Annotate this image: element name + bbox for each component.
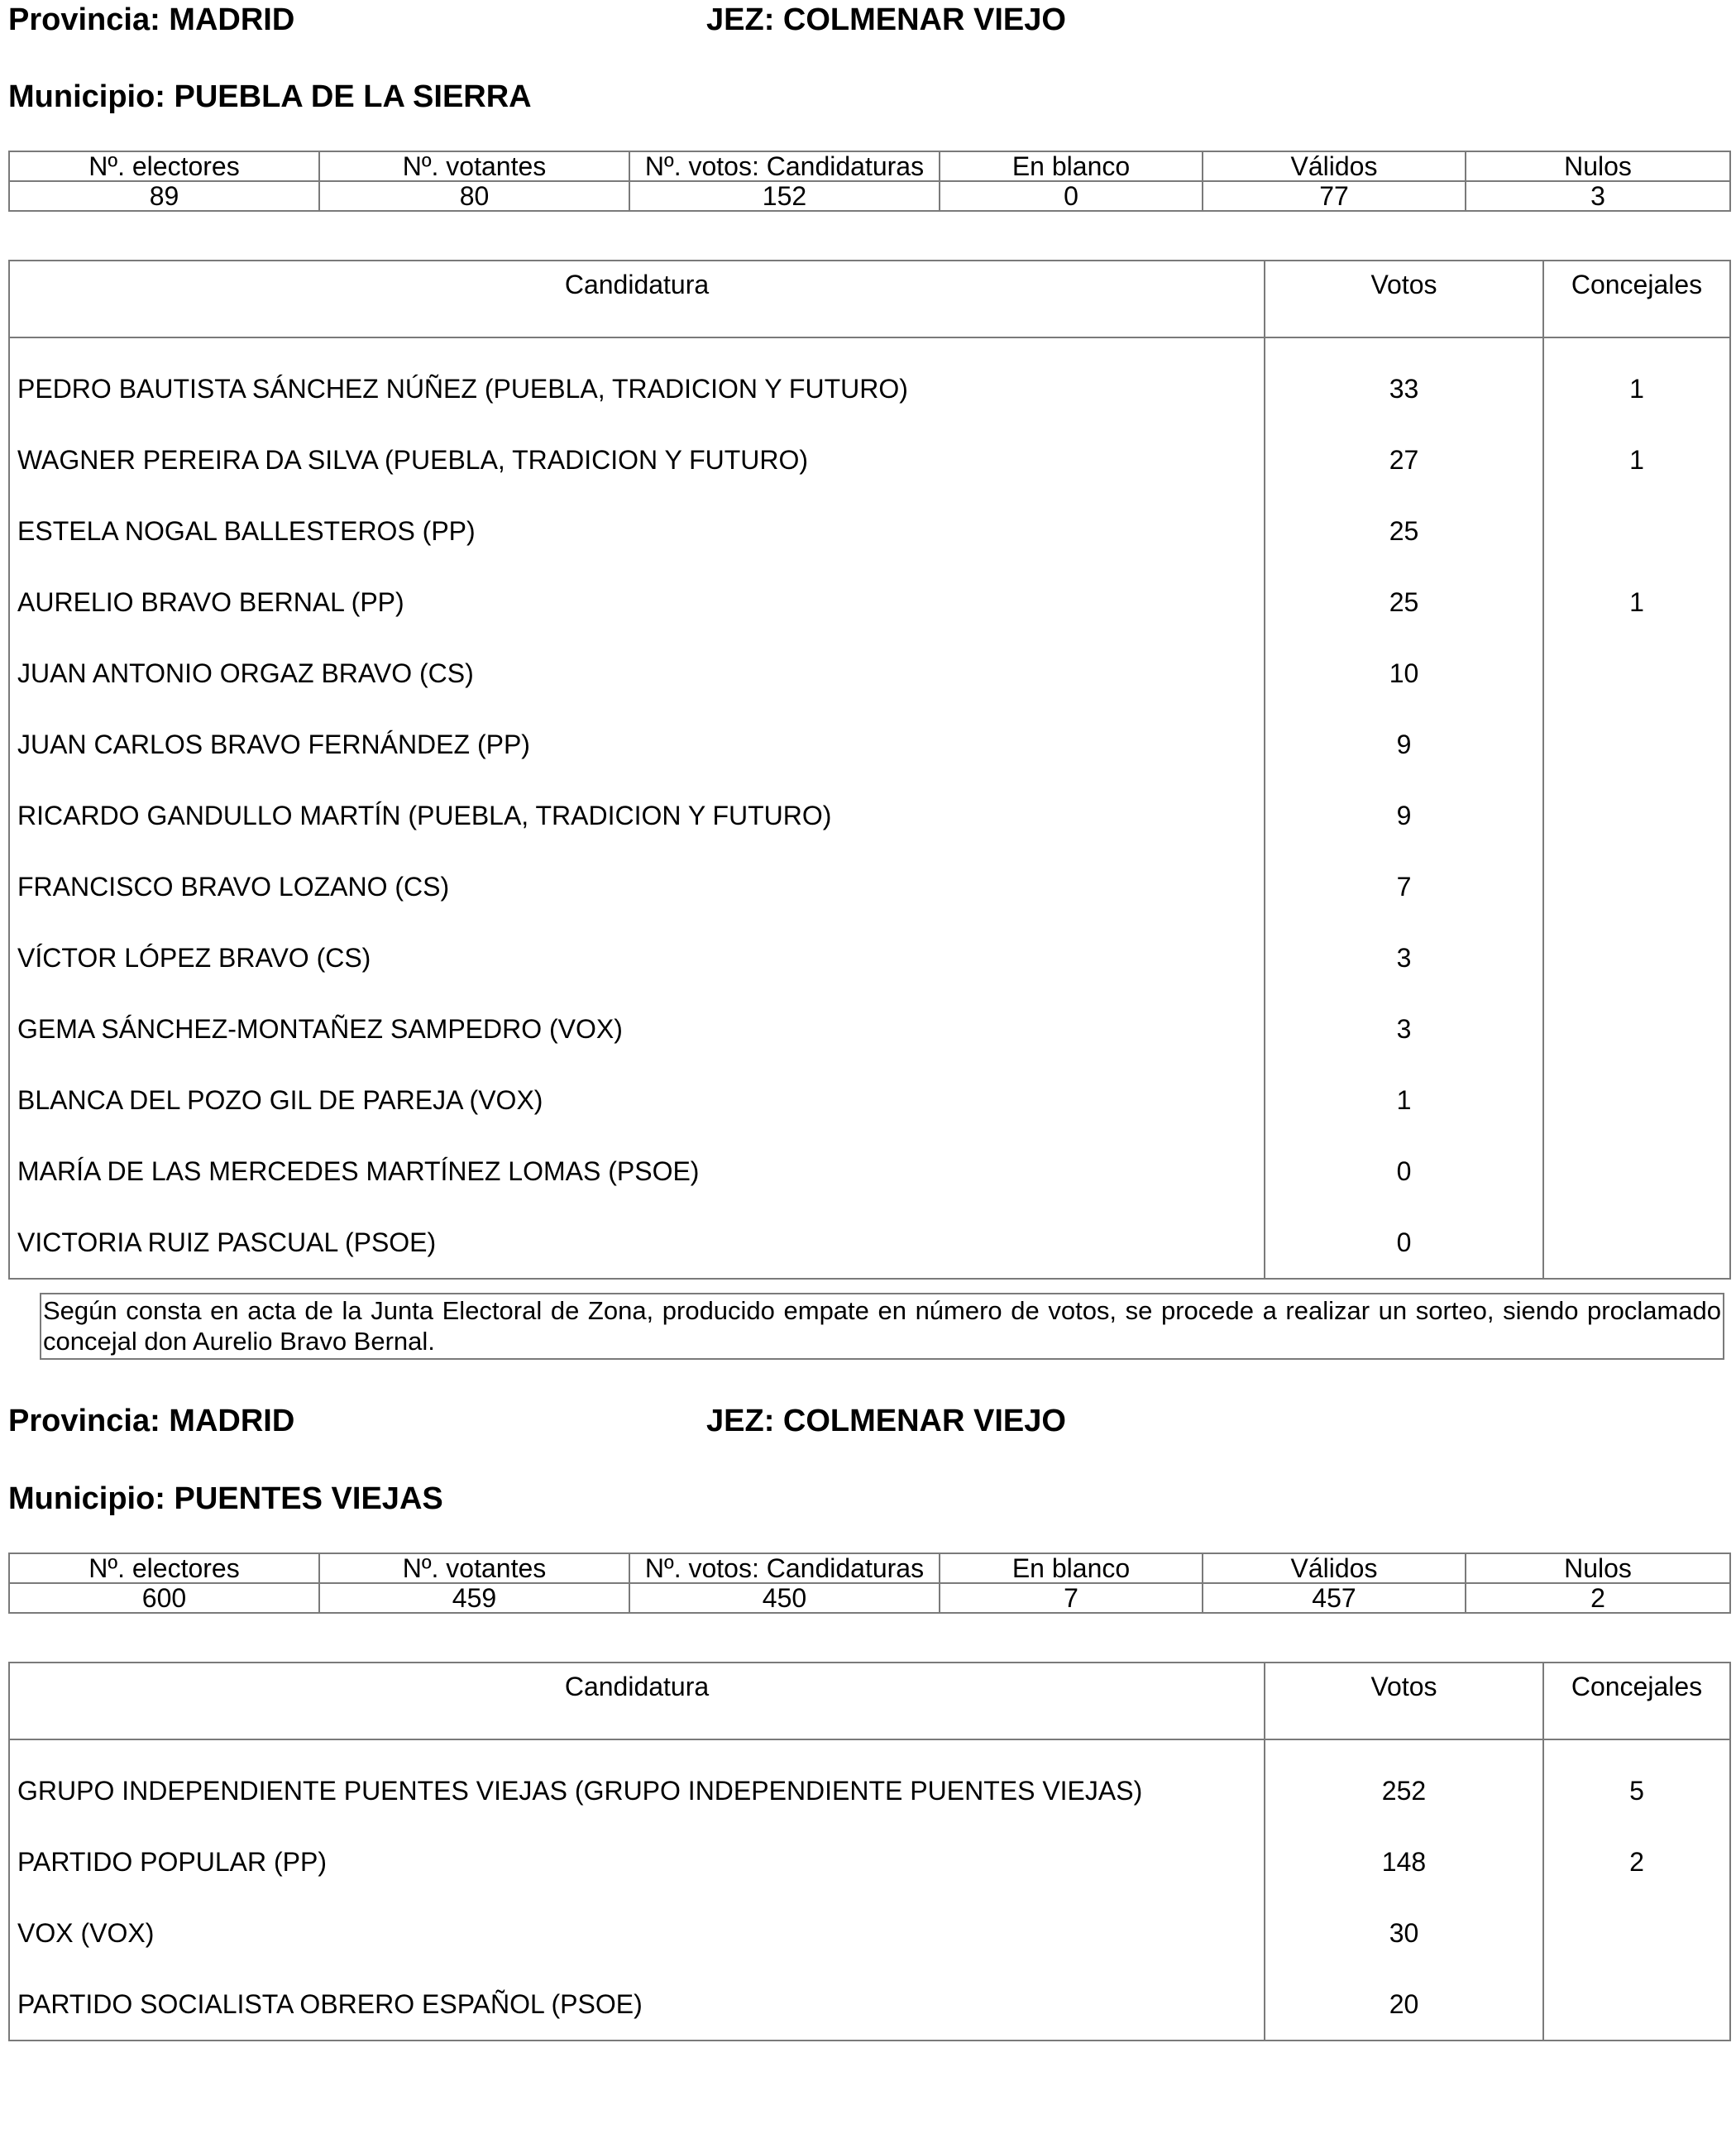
candidate-concejales (1543, 1969, 1730, 2041)
candidate-votes: 20 (1265, 1969, 1543, 2041)
summary-header: Nº. votantes (319, 1553, 629, 1583)
candidate-name: MARÍA DE LAS MERCEDES MARTÍNEZ LOMAS (PSOE) (9, 1136, 1265, 1207)
candidate-name: WAGNER PEREIRA DA SILVA (PUEBLA, TRADICION Y FUTURO) (9, 424, 1265, 495)
candidate-concejales: 1 (1543, 337, 1730, 424)
candidate-name: JUAN CARLOS BRAVO FERNÁNDEZ (PP) (9, 709, 1265, 780)
table-row (9, 495, 1730, 567)
summary-value: 2 (1466, 1583, 1730, 1613)
candidate-concejales (1543, 993, 1730, 1065)
table-row (9, 1136, 1730, 1207)
table-row (9, 1739, 1730, 1826)
candidate-name: ESTELA NOGAL BALLESTEROS (PP) (9, 495, 1265, 567)
candidate-concejales: 1 (1543, 424, 1730, 495)
municipio-title: Municipio: PUEBLA DE LA SIERRA (8, 79, 532, 114)
summary-value-row (9, 181, 1730, 211)
candidate-concejales (1543, 780, 1730, 851)
candidate-concejales: 5 (1543, 1739, 1730, 1826)
candidate-name: GRUPO INDEPENDIENTE PUENTES VIEJAS (GRUPO INDEPENDIENTE PUENTES VIEJAS) (9, 1739, 1265, 1826)
summary-table (8, 1553, 1731, 1614)
candidate-concejales (1543, 1207, 1730, 1279)
tie-note: Según consta en acta de la Junta Electoral de Zona, producido empate en número de votos, se procede a realizar un sorteo, siendo proclamado concejal don Aurelio Bravo Bernal. (40, 1293, 1724, 1360)
summary-value: 457 (1203, 1583, 1466, 1613)
summary-header: En blanco (940, 151, 1203, 181)
candidate-name: VOX (VOX) (9, 1897, 1265, 1969)
concejales-header: Concejales (1543, 261, 1730, 337)
summary-header: Válidos (1203, 1553, 1466, 1583)
candidate-concejales (1543, 638, 1730, 709)
table-row (9, 1065, 1730, 1136)
candidates-header-row (9, 261, 1730, 337)
table-row (9, 337, 1730, 424)
candidate-votes: 3 (1265, 993, 1543, 1065)
table-row (9, 1969, 1730, 2041)
candidate-name: JUAN ANTONIO ORGAZ BRAVO (CS) (9, 638, 1265, 709)
candidate-concejales (1543, 495, 1730, 567)
table-row (9, 851, 1730, 922)
table-row (9, 1826, 1730, 1897)
table-row (9, 780, 1730, 851)
candidate-votes: 25 (1265, 567, 1543, 638)
provincia-label: Provincia: MADRID (8, 2, 295, 37)
summary-value: 77 (1203, 181, 1466, 211)
provincia-label: Provincia: MADRID (8, 1404, 295, 1438)
summary-value: 459 (319, 1583, 629, 1613)
candidate-votes: 10 (1265, 638, 1543, 709)
candidate-votes: 25 (1265, 495, 1543, 567)
candidate-name: BLANCA DEL POZO GIL DE PAREJA (VOX) (9, 1065, 1265, 1136)
table-row (9, 709, 1730, 780)
candidate-concejales (1543, 1065, 1730, 1136)
summary-header: Nº. electores (9, 1553, 319, 1583)
summary-header: Nº. votos: Candidaturas (629, 1553, 940, 1583)
table-row (9, 638, 1730, 709)
summary-value: 450 (629, 1583, 940, 1613)
summary-header-row (9, 1553, 1730, 1583)
candidate-concejales (1543, 1897, 1730, 1969)
candidate-votes: 9 (1265, 780, 1543, 851)
table-row (9, 922, 1730, 993)
summary-header: Nº. votos: Candidaturas (629, 151, 940, 181)
jez-label: JEZ: COLMENAR VIEJO (706, 2, 1066, 37)
table-row (9, 567, 1730, 638)
summary-value: 3 (1466, 181, 1730, 211)
summary-value: 152 (629, 181, 940, 211)
votos-header: Votos (1265, 261, 1543, 337)
concejales-header: Concejales (1543, 1663, 1730, 1739)
municipio-title: Municipio: PUENTES VIEJAS (8, 1481, 443, 1516)
candidate-concejales: 2 (1543, 1826, 1730, 1897)
votos-header: Votos (1265, 1663, 1543, 1739)
candidate-name: GEMA SÁNCHEZ-MONTAÑEZ SAMPEDRO (VOX) (9, 993, 1265, 1065)
summary-value: 89 (9, 181, 319, 211)
candidate-votes: 3 (1265, 922, 1543, 993)
candidate-votes: 7 (1265, 851, 1543, 922)
candidate-concejales (1543, 851, 1730, 922)
candidatura-header: Candidatura (9, 261, 1265, 337)
candidate-name: PARTIDO POPULAR (PP) (9, 1826, 1265, 1897)
candidate-concejales (1543, 709, 1730, 780)
candidate-name: FRANCISCO BRAVO LOZANO (CS) (9, 851, 1265, 922)
candidate-name: AURELIO BRAVO BERNAL (PP) (9, 567, 1265, 638)
table-row (9, 1897, 1730, 1969)
candidate-votes: 1 (1265, 1065, 1543, 1136)
table-row (9, 993, 1730, 1065)
summary-header: Nulos (1466, 1553, 1730, 1583)
candidate-name: VICTORIA RUIZ PASCUAL (PSOE) (9, 1207, 1265, 1279)
candidatura-header: Candidatura (9, 1663, 1265, 1739)
candidate-votes: 30 (1265, 1897, 1543, 1969)
candidates-header-row (9, 1663, 1730, 1739)
summary-header: En blanco (940, 1553, 1203, 1583)
candidate-name: RICARDO GANDULLO MARTÍN (PUEBLA, TRADICION Y FUTURO) (9, 780, 1265, 851)
summary-value: 600 (9, 1583, 319, 1613)
summary-header: Nº. votantes (319, 151, 629, 181)
candidate-votes: 27 (1265, 424, 1543, 495)
candidates-table (8, 260, 1731, 1280)
candidate-concejales (1543, 922, 1730, 993)
summary-header: Válidos (1203, 151, 1466, 181)
table-row (9, 1207, 1730, 1279)
summary-value-row (9, 1583, 1730, 1613)
table-row (9, 424, 1730, 495)
candidate-concejales (1543, 1136, 1730, 1207)
candidate-name: PEDRO BAUTISTA SÁNCHEZ NÚÑEZ (PUEBLA, TRADICION Y FUTURO) (9, 337, 1265, 424)
candidate-concejales: 1 (1543, 567, 1730, 638)
summary-value: 0 (940, 181, 1203, 211)
candidate-votes: 0 (1265, 1207, 1543, 1279)
candidate-votes: 9 (1265, 709, 1543, 780)
candidate-votes: 252 (1265, 1739, 1543, 1826)
candidate-votes: 148 (1265, 1826, 1543, 1897)
summary-value: 7 (940, 1583, 1203, 1613)
summary-header-row (9, 151, 1730, 181)
summary-value: 80 (319, 181, 629, 211)
candidates-table (8, 1662, 1731, 2041)
jez-label: JEZ: COLMENAR VIEJO (706, 1404, 1066, 1438)
summary-table (8, 151, 1731, 212)
candidate-votes: 33 (1265, 337, 1543, 424)
summary-header: Nº. electores (9, 151, 319, 181)
summary-header: Nulos (1466, 151, 1730, 181)
candidate-votes: 0 (1265, 1136, 1543, 1207)
candidate-name: VÍCTOR LÓPEZ BRAVO (CS) (9, 922, 1265, 993)
candidate-name: PARTIDO SOCIALISTA OBRERO ESPAÑOL (PSOE) (9, 1969, 1265, 2041)
